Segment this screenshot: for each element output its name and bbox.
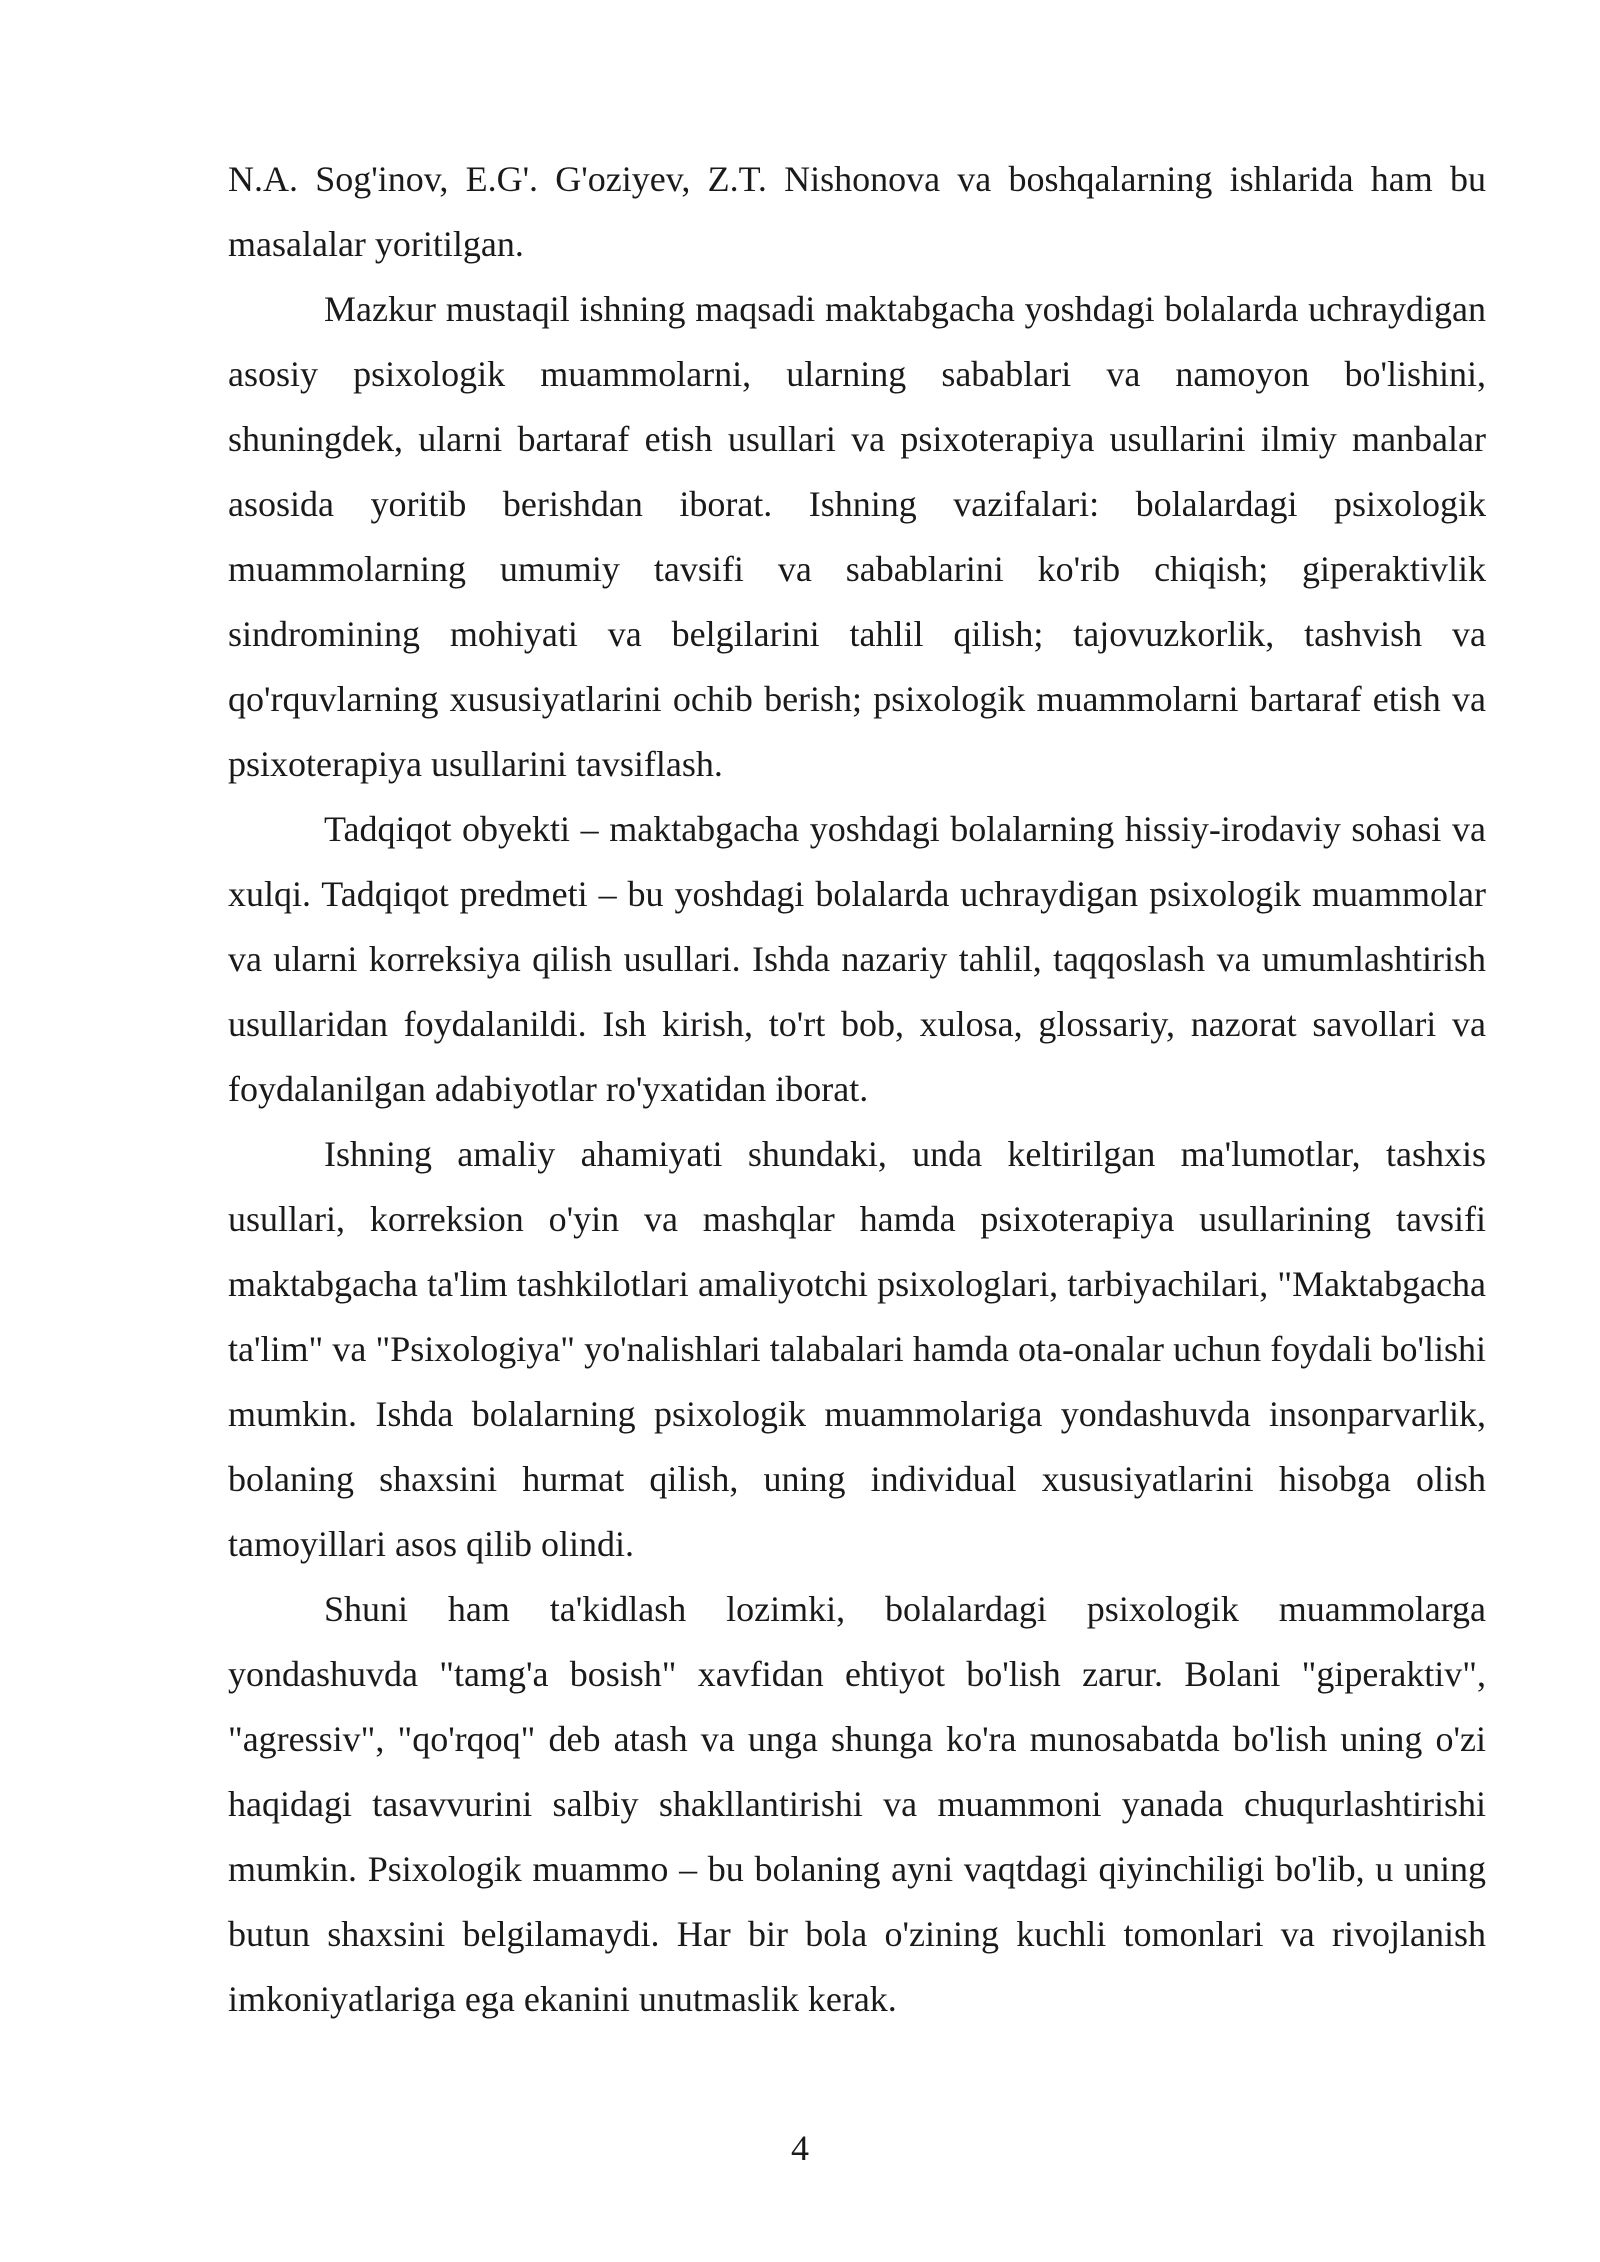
paragraph-research-object: Tadqiqot obyekti – maktabgacha yoshdagi bolalarning hissiy-irodaviy sohasi va xulqi. Tadqiqot predmeti – bu yoshdagi bolalarda uchraydigan psixologik muammolar va ularni korreksiya qilish usullari. Ishda nazariy tahlil, taqqoslash va umumlashtirish usullaridan foydalanildi. Ish kirish, to'rt bob, xulosa, glossariy, nazorat savollari va foydalanilgan adabiyotlar ro'yxatidan iborat.	[228, 809, 1486, 1109]
paragraph-continuation: N.A. Sog'inov, E.G'. G'oziyev, Z.T. Nishonova va boshqalarning ishlarida ham bu masalalar yoritilgan.	[228, 159, 1486, 264]
paragraph-purpose: Mazkur mustaqil ishning maqsadi maktabgacha yoshdagi bolalarda uchraydigan asosiy psixologik muammolarni, ularning sabablari va namoyon bo'lishini, shuningdek, ularni bartaraf etish usullari va psixoterapiya usullarini ilmiy manbalar asosida yoritib berishdan iborat. Ishning vazifalari: bolalardagi psixologik muammolarning umumiy tavsifi va sabablarini ko'rib chiqish; giperaktivlik sindromining mohiyati va belgilarini tahlil qilish; tajovuzkorlik, tashvish va qo'rquvlarning xususiyatlarini ochib berish; psixologik muammolarni bartaraf etish va psixoterapiya usullarini tavsiflash.	[228, 289, 1486, 784]
paragraph-practical-significance: Ishning amaliy ahamiyati shundaki, unda keltirilgan ma'lumotlar, tashxis usullari, korreksion o'yin va mashqlar hamda psixoterapiya usullarining tavsifi maktabgacha ta'lim tashkilotlari amaliyotchi psixologlari, tarbiyachilari, "Maktabgacha ta'lim" va "Psixologiya" yo'nalishlari talabalari hamda ota-onalar uchun foydali bo'lishi mumkin. Ishda bolalarning psixologik muammolariga yondashuvda insonparvarlik, bolaning shaxsini hurmat qilish, uning individual xususiyatlarini hisobga olish tamoyillari asos qilib olindi.	[228, 1134, 1486, 1564]
paragraph-labeling-caution: Shuni ham ta'kidlash lozimki, bolalardagi psixologik muammolarga yondashuvda "tamg'a bosish" xavfidan ehtiyot bo'lish zarur. Bolani "giperaktiv", "agressiv", "qo'rqoq" deb atash va unga shunga ko'ra munosabatda bo'lish uning o'zi haqidagi tasavvurini salbiy shakllantirishi va muammoni yanada chuqurlashtirishi mumkin. Psixologik muammo – bu bolaning ayni vaqtdagi qiyinchiligi bo'lib, u uning butun shaxsini belgilamaydi. Har bir bola o'zining kuchli tomonlari va rivojlanish imkoniyatlariga ega ekanini unutmaslik kerak.	[228, 1589, 1486, 2019]
document-page	[228, 147, 1486, 2032]
page-number: 4	[791, 2128, 809, 2168]
